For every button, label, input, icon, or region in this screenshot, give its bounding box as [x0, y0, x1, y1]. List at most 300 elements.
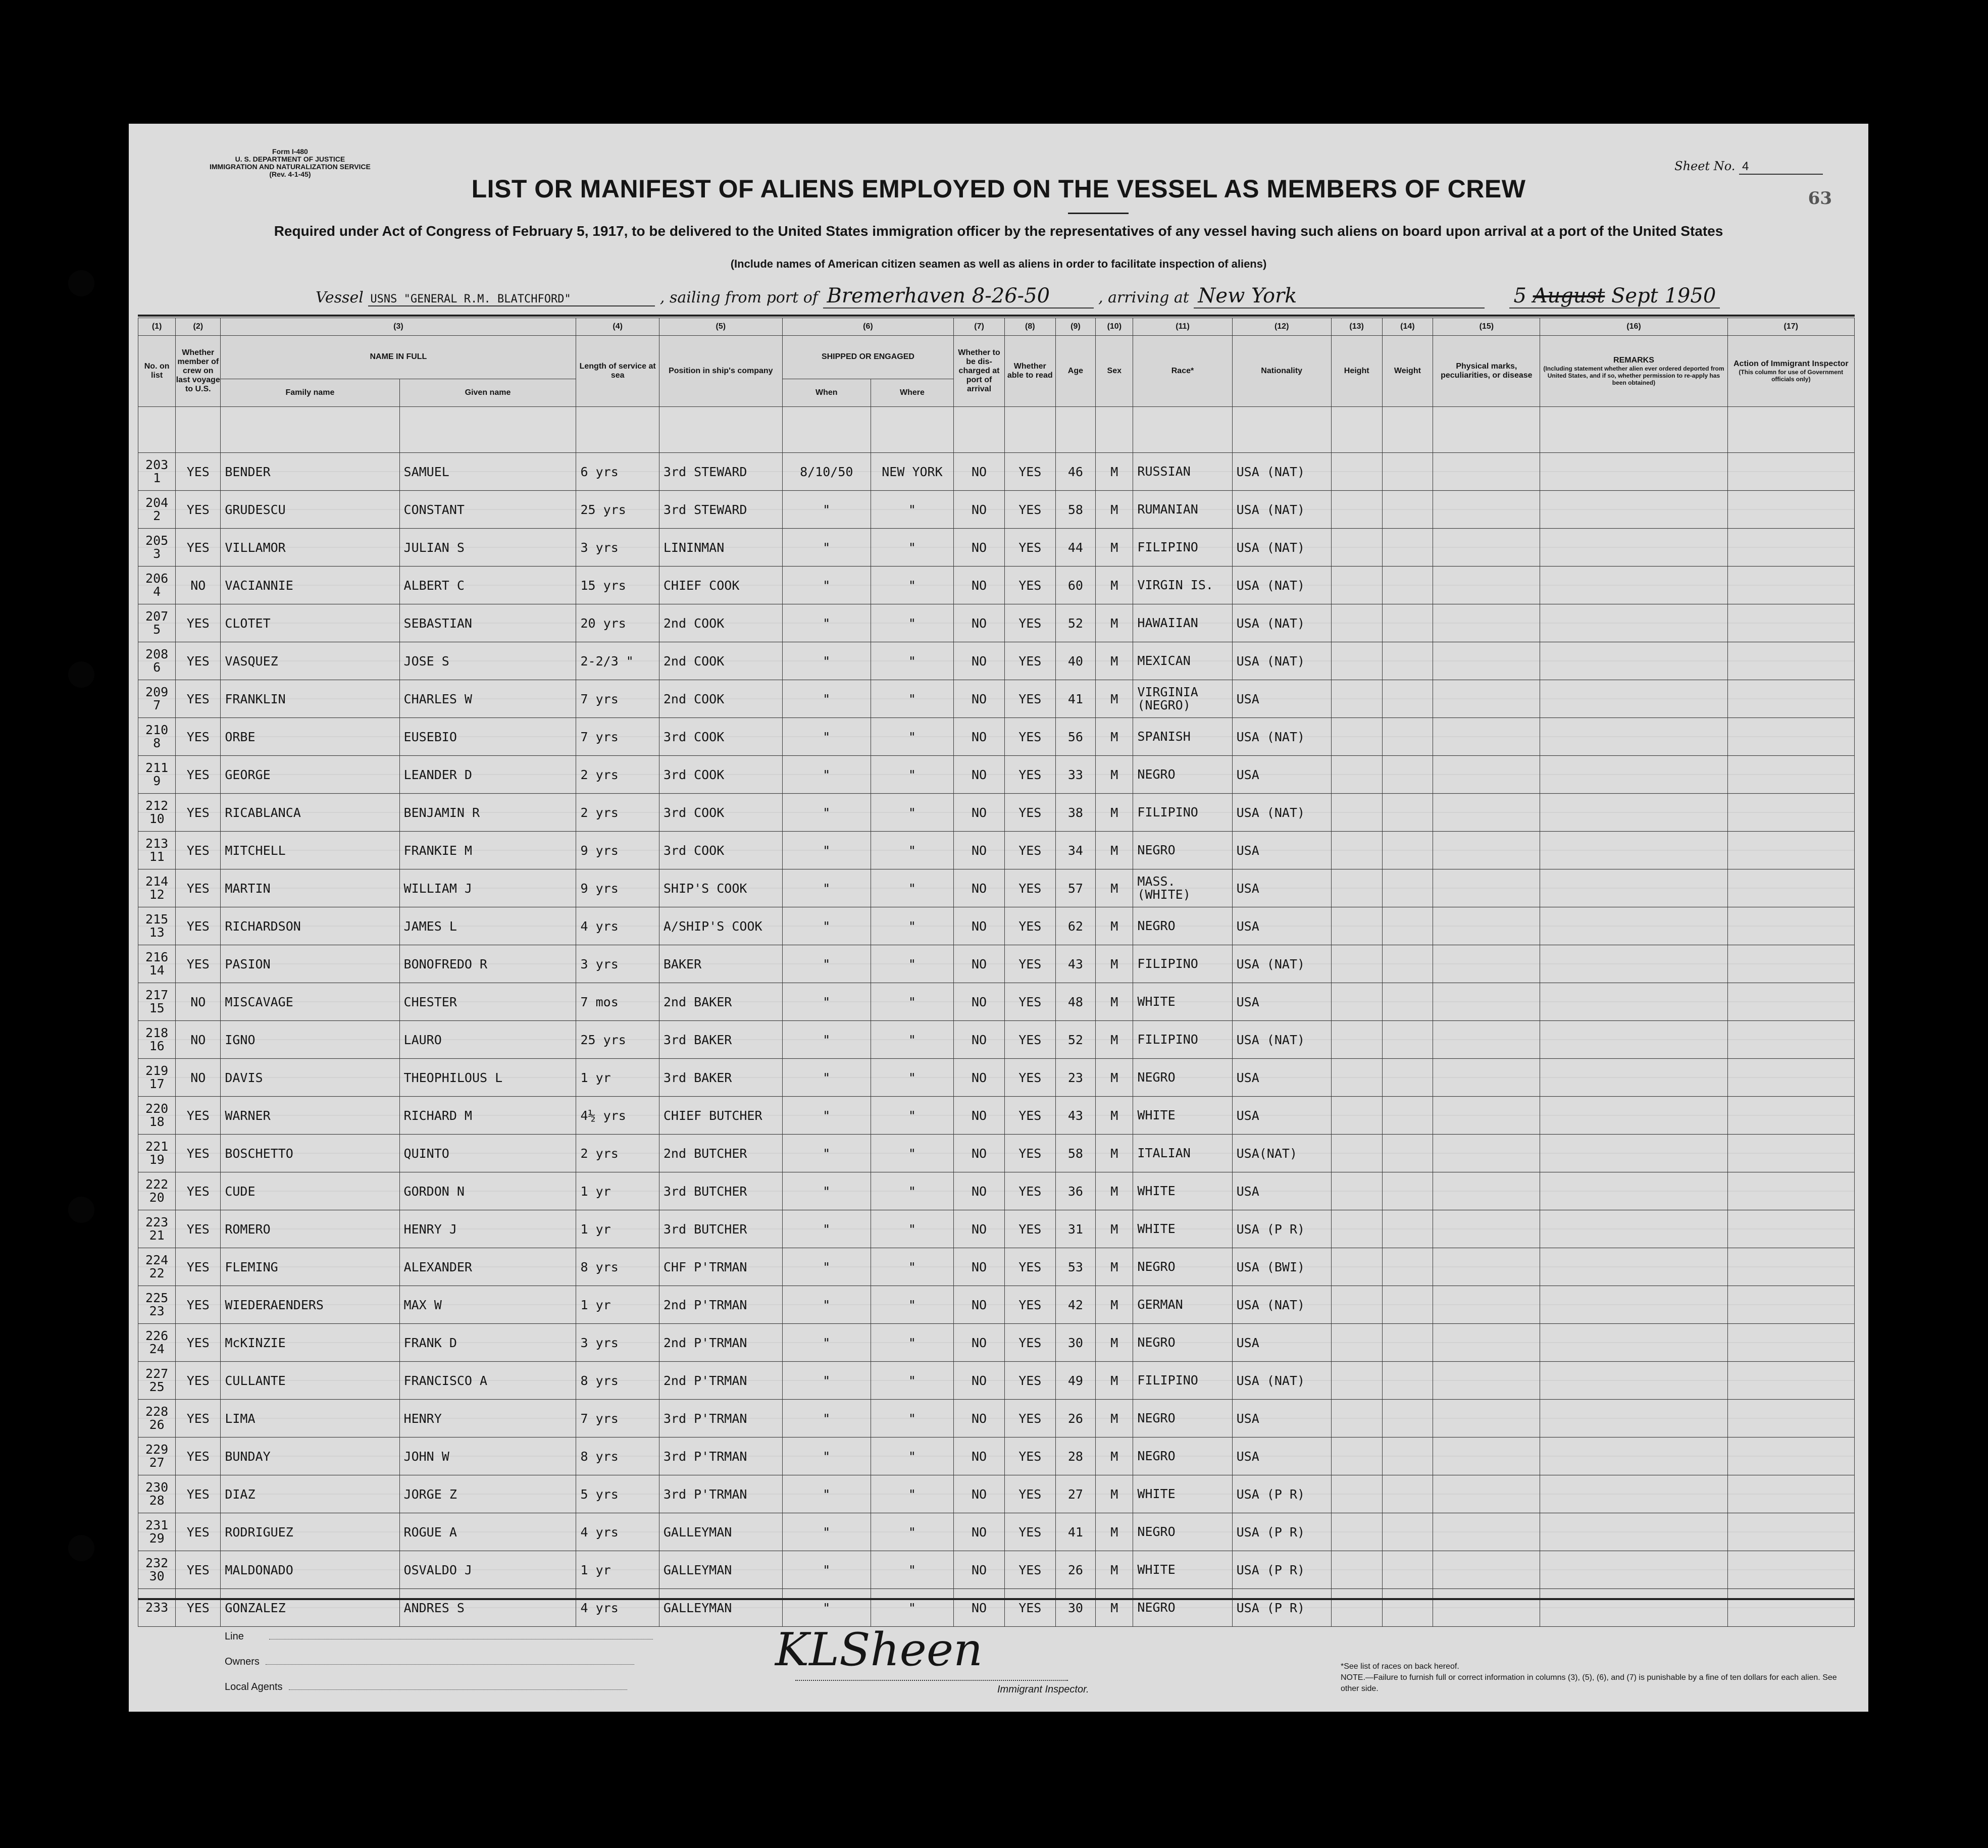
cell-race: WHITE — [1133, 1551, 1232, 1589]
cell-nationality: USA(NAT) — [1232, 1135, 1331, 1172]
cell-able-to-read: YES — [1004, 1135, 1055, 1172]
punch-hole — [68, 270, 94, 296]
cell-length-of-service: 20 yrs — [576, 604, 659, 642]
cell-previous-voyage: YES — [176, 907, 221, 945]
cell-physical-marks — [1433, 983, 1540, 1021]
cell-age: 41 — [1055, 680, 1096, 718]
sailing-label: , sailing from port of — [659, 289, 818, 306]
header-inspector-action — [1727, 336, 1854, 407]
cell-race: WHITE — [1133, 983, 1232, 1021]
cell-shipped-where: " — [871, 869, 953, 907]
cell-family-name: VILLAMOR — [221, 529, 399, 567]
cell-given-name: HENRY J — [399, 1210, 576, 1248]
cell-given-name: OSVALDO J — [399, 1551, 576, 1589]
list-number — [138, 1172, 176, 1210]
cell-weight — [1382, 1438, 1433, 1475]
cell-physical-marks — [1433, 1248, 1540, 1286]
departure-date: 8-26-50 — [972, 284, 1050, 307]
cell-previous-voyage: NO — [176, 1021, 221, 1059]
table-row — [138, 529, 1855, 567]
cell-sex: M — [1096, 945, 1133, 983]
manifest-sheet — [129, 124, 1868, 1712]
cell-shipped-when: " — [782, 567, 871, 604]
cell-physical-marks — [1433, 1475, 1540, 1513]
cell-remarks — [1540, 567, 1727, 604]
list-number-page: 29 — [149, 1531, 165, 1546]
cell-family-name: WIEDERAENDERS — [221, 1286, 399, 1324]
cell-previous-voyage: YES — [176, 1362, 221, 1400]
cell-shipped-when: " — [782, 642, 871, 680]
cell-discharged: NO — [954, 1362, 1005, 1400]
cell-race: WHITE — [1133, 1172, 1232, 1210]
cell-given-name: ALEXANDER — [399, 1248, 576, 1286]
list-number-page: 6 — [153, 660, 161, 675]
punch-hole — [68, 1535, 94, 1561]
cell-previous-voyage: YES — [176, 1324, 221, 1362]
cell-race: HAWAIIAN — [1133, 604, 1232, 642]
cell-age: 27 — [1055, 1475, 1096, 1513]
cell-age: 57 — [1055, 869, 1096, 907]
col-num-9: (9) — [1055, 318, 1096, 336]
cell-remarks — [1540, 642, 1727, 680]
cell-race: WHITE — [1133, 1210, 1232, 1248]
cell-position: 3rd P'TRMAN — [659, 1475, 782, 1513]
list-number-page: 5 — [153, 622, 161, 637]
table-row — [138, 869, 1855, 907]
cell-weight — [1382, 756, 1433, 794]
cell-race: NEGRO — [1133, 1438, 1232, 1475]
cell-shipped-when: " — [782, 1059, 871, 1097]
cell-inspector-action — [1727, 642, 1854, 680]
table-row — [138, 642, 1855, 680]
department: U. S. DEPARTMENT OF JUSTICE — [235, 155, 345, 163]
cell-remarks — [1540, 832, 1727, 869]
cell-weight — [1382, 718, 1433, 756]
cell-family-name: PASION — [221, 945, 399, 983]
service: IMMIGRATION AND NATURALIZATION SERVICE — [210, 163, 371, 171]
list-number-sheet: 225 — [145, 1291, 169, 1305]
cell-discharged: NO — [954, 869, 1005, 907]
cell-shipped-where: " — [871, 604, 953, 642]
cell-able-to-read: YES — [1004, 1475, 1055, 1513]
cell-position: 3rd COOK — [659, 718, 782, 756]
cell-weight — [1382, 983, 1433, 1021]
cell-length-of-service: 4 yrs — [576, 1513, 659, 1551]
cell-inspector-action — [1727, 1475, 1854, 1513]
col-num-11: (11) — [1133, 318, 1232, 336]
cell-height — [1331, 604, 1382, 642]
cell-age: 48 — [1055, 983, 1096, 1021]
cell-discharged: NO — [954, 1021, 1005, 1059]
table-row — [138, 567, 1855, 604]
list-number-sheet: 227 — [145, 1366, 169, 1381]
cell-given-name: SAMUEL — [399, 453, 576, 491]
cell-length-of-service: 1 yr — [576, 1172, 659, 1210]
cell-length-of-service: 3 yrs — [576, 1324, 659, 1362]
cell-shipped-where: " — [871, 1286, 953, 1324]
cell-remarks — [1540, 983, 1727, 1021]
cell-age: 28 — [1055, 1438, 1096, 1475]
cell-inspector-action — [1727, 756, 1854, 794]
cell-race: NEGRO — [1133, 1513, 1232, 1551]
col-num-15: (15) — [1433, 318, 1540, 336]
cell-race: FILIPINO — [1133, 1362, 1232, 1400]
subtitle-note: (Include names of American citizen seamen as well as aliens in order to facilitate inspection of aliens) — [730, 258, 1267, 270]
cell-race: NEGRO — [1133, 1400, 1232, 1438]
cell-given-name: JAMES L — [399, 907, 576, 945]
list-number — [138, 794, 176, 832]
cell-shipped-when: " — [782, 832, 871, 869]
cell-weight — [1382, 680, 1433, 718]
cell-length-of-service: 8 yrs — [576, 1248, 659, 1286]
cell-height — [1331, 567, 1382, 604]
cell-family-name: DIAZ — [221, 1475, 399, 1513]
cell-nationality: USA — [1232, 1097, 1331, 1135]
cell-able-to-read: YES — [1004, 453, 1055, 491]
cell-family-name: BUNDAY — [221, 1438, 399, 1475]
departure — [823, 284, 1094, 309]
cell-discharged: NO — [954, 794, 1005, 832]
list-number — [138, 1324, 176, 1362]
cell-previous-voyage: YES — [176, 1135, 221, 1172]
cell-nationality: USA (NAT) — [1232, 567, 1331, 604]
list-number-page: 28 — [149, 1493, 165, 1508]
cell-remarks — [1540, 1324, 1727, 1362]
cell-able-to-read: YES — [1004, 1513, 1055, 1551]
cell-given-name: JULIAN S — [399, 529, 576, 567]
cell-given-name: SEBASTIAN — [399, 604, 576, 642]
cell-family-name: GEORGE — [221, 756, 399, 794]
cell-previous-voyage: YES — [176, 1438, 221, 1475]
cell-family-name: McKINZIE — [221, 1324, 399, 1362]
footer-line-label: Line — [225, 1631, 244, 1642]
cell-height — [1331, 1248, 1382, 1286]
cell-able-to-read: YES — [1004, 1172, 1055, 1210]
cell-given-name: FRANK D — [399, 1324, 576, 1362]
list-number-sheet: 207 — [145, 609, 169, 624]
col-num-14: (14) — [1382, 318, 1433, 336]
cell-previous-voyage: NO — [176, 1059, 221, 1097]
cell-family-name: MALDONADO — [221, 1551, 399, 1589]
list-number-sheet: 228 — [145, 1404, 169, 1419]
cell-remarks — [1540, 1475, 1727, 1513]
cell-sex: M — [1096, 1475, 1133, 1513]
col-num-1: (1) — [138, 318, 176, 336]
cell-nationality: USA — [1232, 832, 1331, 869]
cell-inspector-action — [1727, 1589, 1854, 1627]
header-able-to-read: Whether able to read — [1004, 336, 1055, 407]
header-name-in-full: NAME IN FULL — [221, 336, 576, 379]
cell-discharged: NO — [954, 1475, 1005, 1513]
cell-shipped-when: " — [782, 529, 871, 567]
cell-shipped-when: " — [782, 1248, 871, 1286]
cell-physical-marks — [1433, 794, 1540, 832]
cell-sex: M — [1096, 1135, 1133, 1172]
cell-shipped-where: " — [871, 1021, 953, 1059]
cell-remarks — [1540, 945, 1727, 983]
cell-height — [1331, 1286, 1382, 1324]
list-number — [138, 1210, 176, 1248]
cell-family-name: ROMERO — [221, 1210, 399, 1248]
header-discharged: Whether to be dis-charged at port of arrival — [954, 336, 1005, 407]
list-number-page: 20 — [149, 1190, 165, 1205]
list-number — [138, 1589, 176, 1627]
list-number-sheet: 232 — [145, 1556, 169, 1570]
cell-nationality: USA — [1232, 907, 1331, 945]
cell-physical-marks — [1433, 907, 1540, 945]
cell-nationality: USA — [1232, 1438, 1331, 1475]
cell-length-of-service: 15 yrs — [576, 567, 659, 604]
cell-able-to-read: YES — [1004, 907, 1055, 945]
cell-height — [1331, 1475, 1382, 1513]
cell-shipped-where: " — [871, 567, 953, 604]
cell-weight — [1382, 907, 1433, 945]
cell-remarks — [1540, 794, 1727, 832]
cell-previous-voyage: NO — [176, 983, 221, 1021]
cell-remarks — [1540, 1513, 1727, 1551]
cell-remarks — [1540, 529, 1727, 567]
subtitle: Required under Act of Congress of February 5, 1917, to be delivered to the United States immigration officer by the representatives of any vessel having such aliens on board upon arrival at a port of the United States — [274, 223, 1723, 239]
cell-position: GALLEYMAN — [659, 1589, 782, 1627]
cell-able-to-read: YES — [1004, 529, 1055, 567]
list-number-page: 4 — [153, 584, 161, 599]
vessel-name: USNS "GENERAL R.M. BLATCHFORD" — [368, 293, 655, 306]
cell-position: 3rd BAKER — [659, 1021, 782, 1059]
cell-physical-marks — [1433, 1021, 1540, 1059]
list-number-page: 26 — [149, 1417, 165, 1432]
cell-physical-marks — [1433, 945, 1540, 983]
cell-nationality: USA (P R) — [1232, 1475, 1331, 1513]
cell-shipped-where: " — [871, 756, 953, 794]
cell-given-name: HENRY — [399, 1400, 576, 1438]
page-number: 63 — [1808, 188, 1832, 209]
punch-hole — [68, 1197, 94, 1223]
cell-sex: M — [1096, 832, 1133, 869]
cell-shipped-when: " — [782, 794, 871, 832]
cell-discharged: NO — [954, 1513, 1005, 1551]
cell-previous-voyage: YES — [176, 756, 221, 794]
cell-sex: M — [1096, 1097, 1133, 1135]
cell-remarks — [1540, 1362, 1727, 1400]
cell-given-name: CHESTER — [399, 983, 576, 1021]
footer-agents-label: Local Agents — [225, 1681, 283, 1692]
cell-weight — [1382, 491, 1433, 529]
cell-length-of-service: 8 yrs — [576, 1438, 659, 1475]
cell-age: 42 — [1055, 1286, 1096, 1324]
cell-previous-voyage: YES — [176, 1097, 221, 1135]
cell-height — [1331, 491, 1382, 529]
cell-previous-voyage: YES — [176, 529, 221, 567]
cell-shipped-when: " — [782, 1324, 871, 1362]
cell-length-of-service: 2 yrs — [576, 756, 659, 794]
cell-discharged: NO — [954, 1551, 1005, 1589]
list-number — [138, 1248, 176, 1286]
cell-race: NEGRO — [1133, 1059, 1232, 1097]
table-row — [138, 1551, 1855, 1589]
vessel-line — [316, 284, 1830, 309]
cell-physical-marks — [1433, 642, 1540, 680]
cell-previous-voyage: YES — [176, 1475, 221, 1513]
list-number — [138, 680, 176, 718]
table-row — [138, 453, 1855, 491]
list-number-sheet: 231 — [145, 1518, 169, 1532]
cell-sex: M — [1096, 453, 1133, 491]
cell-physical-marks — [1433, 1324, 1540, 1362]
cell-physical-marks — [1433, 756, 1540, 794]
cell-physical-marks — [1433, 604, 1540, 642]
cell-position: SHIP'S COOK — [659, 869, 782, 907]
cell-previous-voyage: YES — [176, 1551, 221, 1589]
list-number — [138, 567, 176, 604]
cell-inspector-action — [1727, 453, 1854, 491]
cell-sex: M — [1096, 1513, 1133, 1551]
header-age: Age — [1055, 336, 1096, 407]
cell-shipped-where: " — [871, 1362, 953, 1400]
cell-height — [1331, 1400, 1382, 1438]
table-row — [138, 756, 1855, 794]
cell-physical-marks — [1433, 1097, 1540, 1135]
cell-position: 2nd P'TRMAN — [659, 1286, 782, 1324]
cell-inspector-action — [1727, 983, 1854, 1021]
cell-previous-voyage: YES — [176, 1286, 221, 1324]
cell-family-name: LIMA — [221, 1400, 399, 1438]
cell-shipped-where: " — [871, 945, 953, 983]
cell-shipped-when: " — [782, 1438, 871, 1475]
cell-length-of-service: 3 yrs — [576, 945, 659, 983]
cell-nationality: USA (NAT) — [1232, 794, 1331, 832]
cell-shipped-when: 8/10/50 — [782, 453, 871, 491]
cell-physical-marks — [1433, 1286, 1540, 1324]
cell-sex: M — [1096, 642, 1133, 680]
cell-age: 53 — [1055, 1248, 1096, 1286]
col-num-7: (7) — [954, 318, 1005, 336]
cell-nationality: USA (NAT) — [1232, 529, 1331, 567]
cell-sex: M — [1096, 1551, 1133, 1589]
cell-length-of-service: 7 yrs — [576, 1400, 659, 1438]
list-number-sheet: 215 — [145, 912, 169, 927]
cell-weight — [1382, 1400, 1433, 1438]
cell-discharged: NO — [954, 529, 1005, 567]
cell-physical-marks — [1433, 453, 1540, 491]
list-number — [138, 1438, 176, 1475]
cell-inspector-action — [1727, 680, 1854, 718]
table-row — [138, 1097, 1855, 1135]
cell-family-name: MITCHELL — [221, 832, 399, 869]
arrival-year: 1950 — [1664, 284, 1716, 307]
cell-sex: M — [1096, 1059, 1133, 1097]
list-number-page: 2 — [153, 508, 161, 523]
cell-remarks — [1540, 1286, 1727, 1324]
list-number-sheet: 214 — [145, 874, 169, 889]
cell-nationality: USA (NAT) — [1232, 491, 1331, 529]
cell-sex: M — [1096, 529, 1133, 567]
cell-physical-marks — [1433, 1362, 1540, 1400]
header-nationality: Nationality — [1232, 336, 1331, 407]
cell-position: 2nd P'TRMAN — [659, 1324, 782, 1362]
cell-shipped-where: " — [871, 983, 953, 1021]
cell-inspector-action — [1727, 1172, 1854, 1210]
cell-weight — [1382, 945, 1433, 983]
cell-nationality: USA (P R) — [1232, 1513, 1331, 1551]
cell-discharged: NO — [954, 1286, 1005, 1324]
cell-shipped-when: " — [782, 1513, 871, 1551]
cell-sex: M — [1096, 718, 1133, 756]
cell-shipped-when: " — [782, 1551, 871, 1589]
list-number-page: 7 — [153, 698, 161, 712]
list-number — [138, 1097, 176, 1135]
cell-race: VIRGIN IS. — [1133, 567, 1232, 604]
cell-physical-marks — [1433, 1135, 1540, 1172]
cell-height — [1331, 680, 1382, 718]
cell-discharged: NO — [954, 832, 1005, 869]
header-inspector-note: (This column for use of Government officials only) — [1739, 369, 1844, 383]
cell-inspector-action — [1727, 1059, 1854, 1097]
cell-weight — [1382, 1248, 1433, 1286]
cell-length-of-service: 5 yrs — [576, 1475, 659, 1513]
cell-inspector-action — [1727, 1362, 1854, 1400]
cell-position: A/SHIP'S COOK — [659, 907, 782, 945]
table-row — [138, 1135, 1855, 1172]
cell-sex: M — [1096, 604, 1133, 642]
cell-remarks — [1540, 1400, 1727, 1438]
cell-height — [1331, 756, 1382, 794]
cell-previous-voyage: YES — [176, 1400, 221, 1438]
list-number-sheet: 233 — [145, 1600, 169, 1615]
cell-position: 2nd BUTCHER — [659, 1135, 782, 1172]
cell-position: 3rd COOK — [659, 832, 782, 869]
cell-height — [1331, 529, 1382, 567]
cell-shipped-where: " — [871, 718, 953, 756]
cell-age: 43 — [1055, 945, 1096, 983]
header-family-name: Family name — [221, 379, 399, 406]
list-number-sheet: 220 — [145, 1101, 169, 1116]
cell-inspector-action — [1727, 1324, 1854, 1362]
list-number-sheet: 216 — [145, 950, 169, 964]
cell-previous-voyage: YES — [176, 945, 221, 983]
cell-given-name: RICHARD M — [399, 1097, 576, 1135]
cell-previous-voyage: YES — [176, 1248, 221, 1286]
cell-family-name: RODRIGUEZ — [221, 1513, 399, 1551]
cell-age: 44 — [1055, 529, 1096, 567]
list-number-page: 3 — [153, 546, 161, 561]
footer-owners — [225, 1656, 634, 1668]
cell-inspector-action — [1727, 1097, 1854, 1135]
header-remarks-title: REMARKS — [1613, 356, 1654, 365]
cell-family-name: VACIANNIE — [221, 567, 399, 604]
cell-able-to-read: YES — [1004, 1589, 1055, 1627]
cell-nationality: USA (NAT) — [1232, 1286, 1331, 1324]
cell-sex: M — [1096, 1438, 1133, 1475]
list-number — [138, 604, 176, 642]
cell-length-of-service: 25 yrs — [576, 1021, 659, 1059]
list-number — [138, 1551, 176, 1589]
table-row — [138, 718, 1855, 756]
table-row — [138, 1059, 1855, 1097]
cell-race: WHITE — [1133, 1097, 1232, 1135]
arriving-label: , arriving at — [1098, 289, 1189, 306]
table-row — [138, 945, 1855, 983]
list-number-sheet: 212 — [145, 798, 169, 813]
cell-able-to-read: YES — [1004, 1362, 1055, 1400]
cell-family-name: FLEMING — [221, 1248, 399, 1286]
table-row — [138, 1475, 1855, 1513]
header-weight: Weight — [1382, 336, 1433, 407]
revision: (Rev. 4-1-45) — [269, 170, 311, 178]
cell-position: 3rd COOK — [659, 756, 782, 794]
col-num-6: (6) — [782, 318, 953, 336]
cell-nationality: USA (NAT) — [1232, 718, 1331, 756]
cell-physical-marks — [1433, 529, 1540, 567]
